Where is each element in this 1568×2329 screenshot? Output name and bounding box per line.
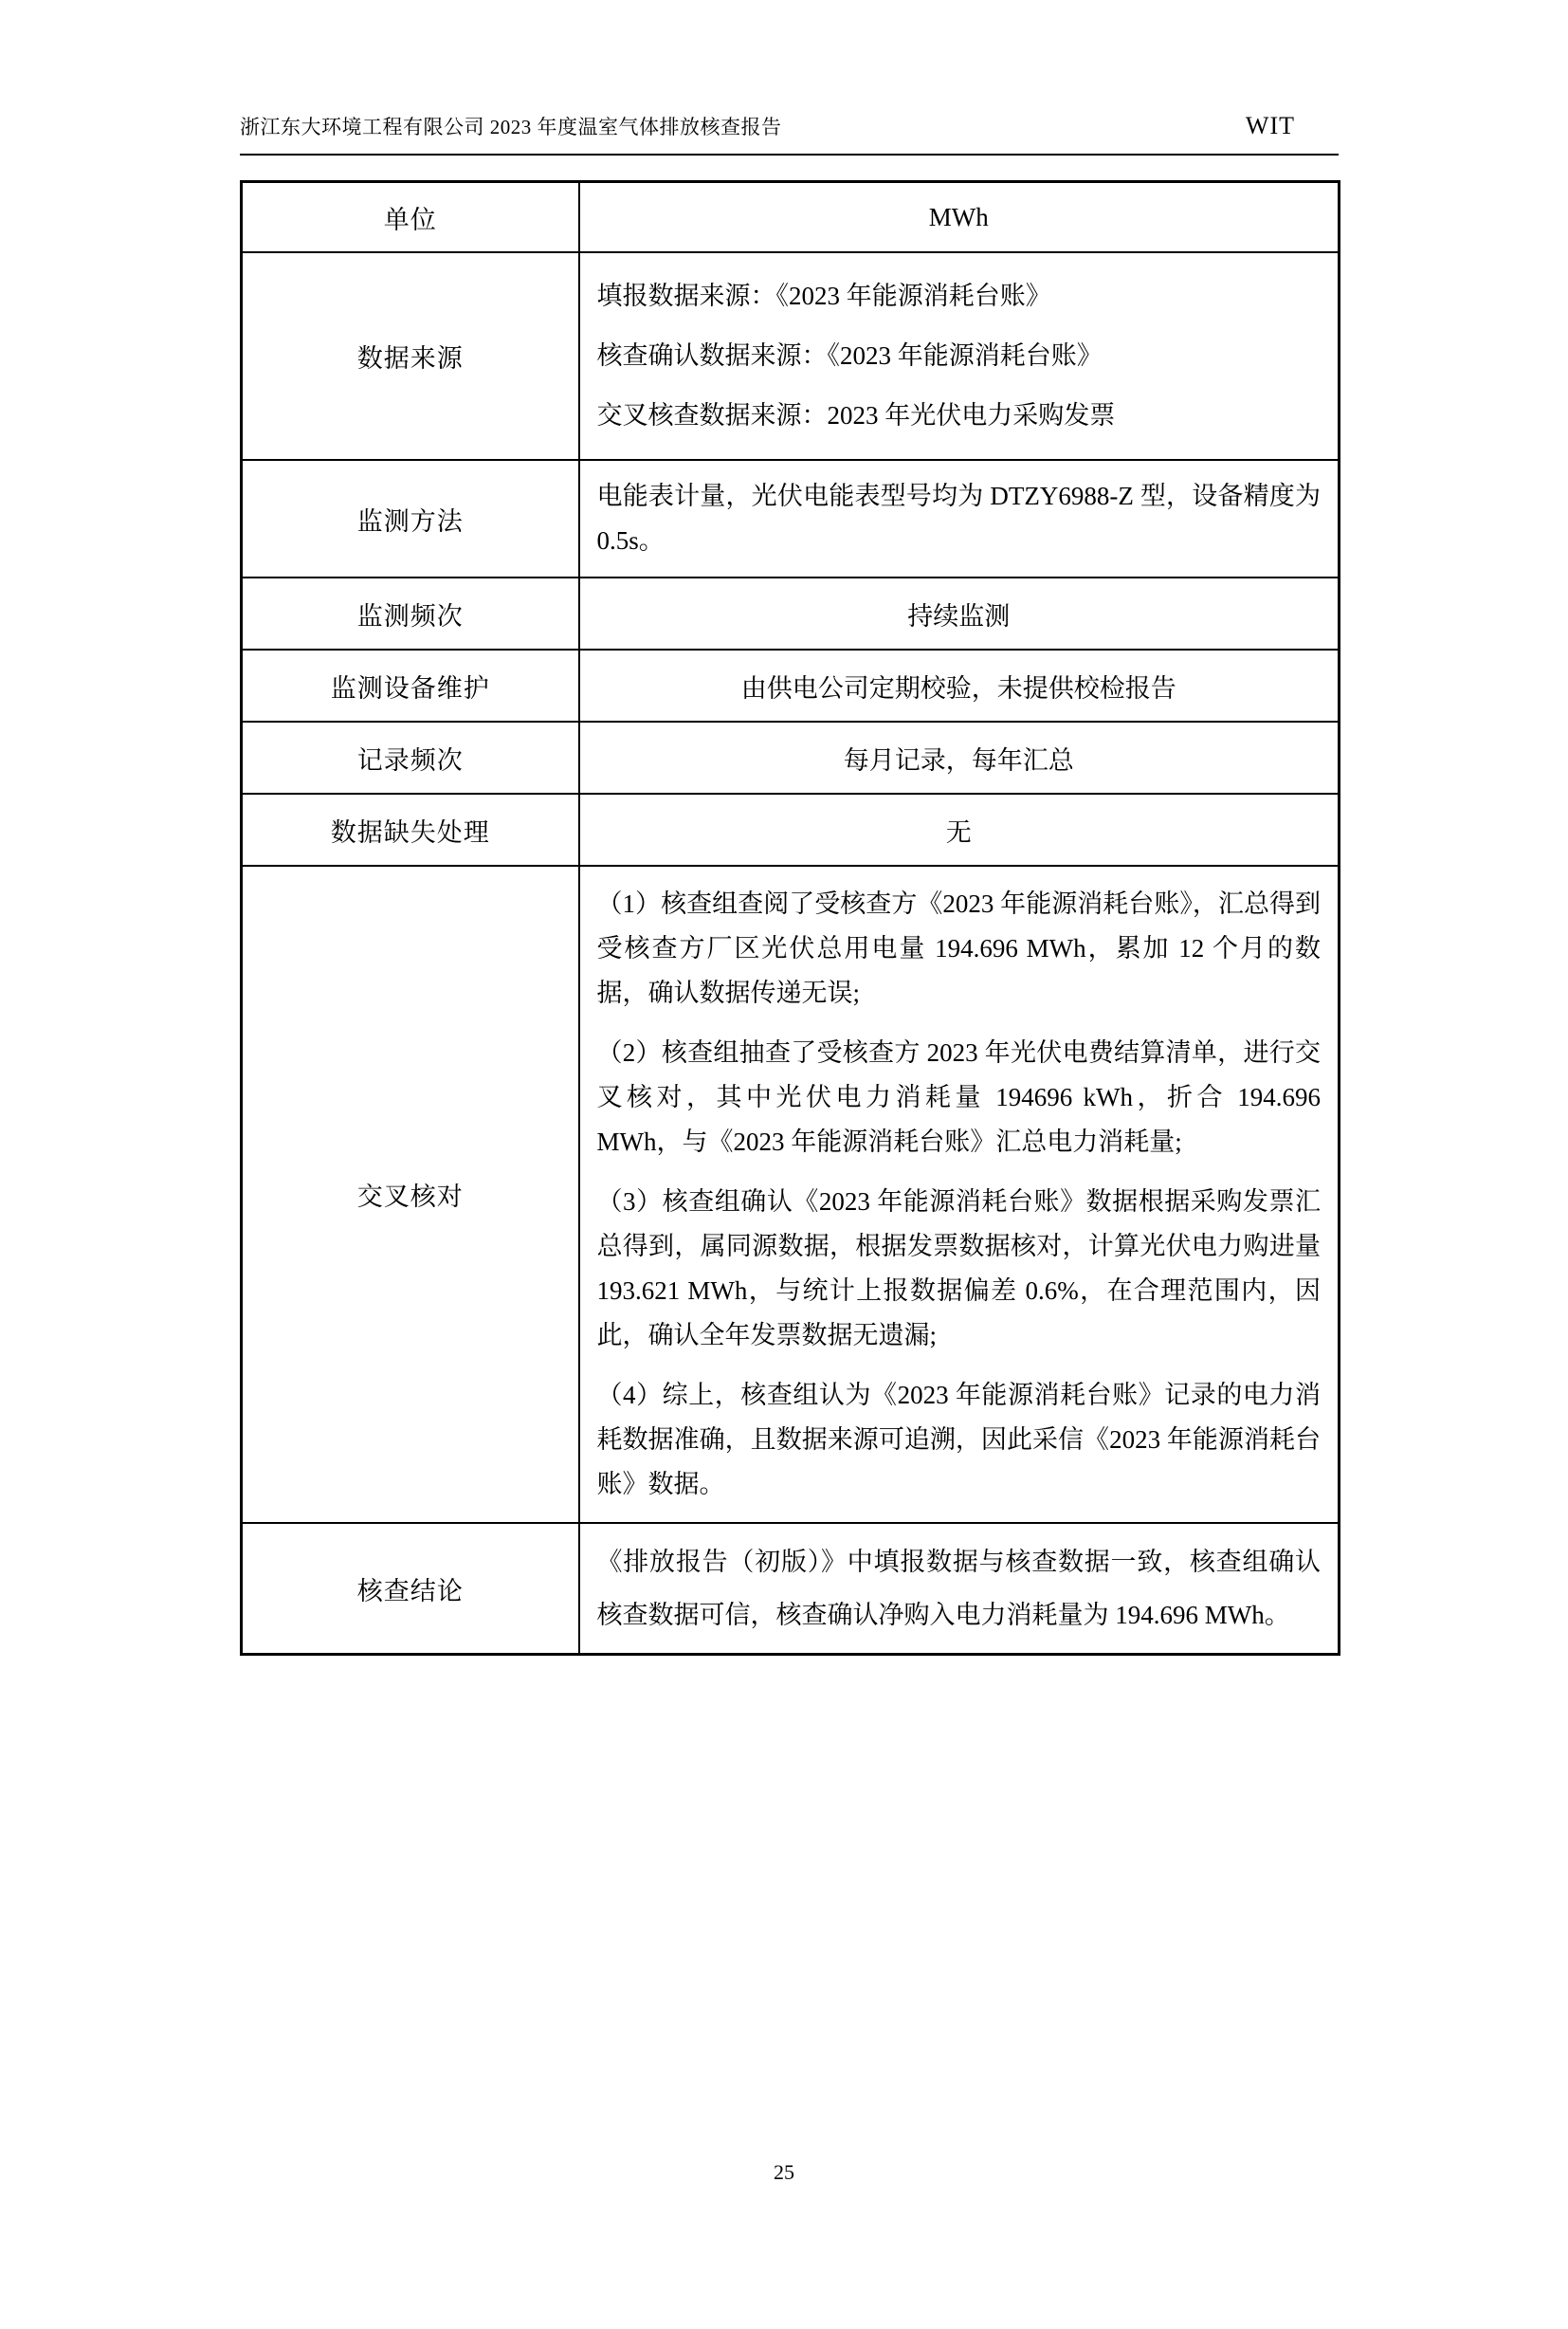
data-source-line-1: 填报数据来源：《2023 年能源消耗台账》 [596, 282, 1051, 310]
table-row-monitoring-method [242, 460, 1340, 578]
table-row-data-source [242, 252, 1340, 460]
row-value-record-frequency: 每月记录，每年汇总 [579, 722, 1340, 794]
row-value-monitoring-method: 电能表计量，光伏电能表型号均为 DTZY6988-Z 型，设备精度为 0.5s。 [579, 460, 1340, 578]
row-label-data-source: 数据来源 [242, 252, 579, 460]
cross-check-paragraph-3: （3）核查组确认《2023 年能源消耗台账》数据根据采购发票汇总得到，属同源数据，根据发票数据核对，计算光伏电力购进量 193.621 MWh，与统计上报数据偏差 0.6%，在合理范围内，因此，确认全年发票数据无遗漏; [596, 1187, 1321, 1349]
row-value-unit: MWh [579, 182, 1340, 253]
row-label-cross-check: 交叉核对 [242, 866, 579, 1523]
row-value-equipment-maintenance: 由供电公司定期校验，未提供校检报告 [579, 650, 1340, 722]
row-value-cross-check [579, 866, 1340, 1523]
header-logo-text: WIT [1245, 112, 1295, 139]
table-row-verification-conclusion [242, 1523, 1340, 1655]
table-row-unit [242, 182, 1340, 253]
row-value-verification-conclusion: 《排放报告（初版）》中填报数据与核查数据一致，核查组确认核查数据可信，核查确认净购入电力消耗量为 194.696 MWh。 [579, 1523, 1340, 1655]
row-value-data-source [579, 252, 1340, 460]
row-label-monitoring-frequency: 监测频次 [242, 578, 579, 650]
row-label-record-frequency: 记录频次 [242, 722, 579, 794]
data-source-line-2: 核查确认数据来源：《2023 年能源消耗台账》 [596, 341, 1103, 370]
page-footer [0, 2160, 1568, 2185]
row-label-unit: 单位 [242, 182, 579, 253]
cross-check-paragraph-2: （2）核查组抽查了受核查方 2023 年光伏电费结算清单，进行交叉核对，其中光伏电力消耗量 194696 kWh，折合 194.696 MWh，与《2023 年能源消耗台账》汇总电力消耗量; [596, 1038, 1321, 1156]
table-row-missing-data-handling [242, 794, 1340, 866]
row-label-equipment-maintenance: 监测设备维护 [242, 650, 579, 722]
page-header [240, 112, 1339, 156]
row-label-missing-data-handling: 数据缺失处理 [242, 794, 579, 866]
row-label-monitoring-method: 监测方法 [242, 460, 579, 578]
header-title: 浙江东大环境工程有限公司 2023 年度温室气体排放核查报告 [240, 116, 782, 138]
data-source-line-3: 交叉核查数据来源：2023 年光伏电力采购发票 [596, 401, 1116, 430]
row-value-monitoring-frequency: 持续监测 [579, 578, 1340, 650]
table-row-equipment-maintenance [242, 650, 1340, 722]
row-value-missing-data-handling: 无 [579, 794, 1340, 866]
table-row-record-frequency [242, 722, 1340, 794]
table-row-monitoring-frequency [242, 578, 1340, 650]
row-label-verification-conclusion: 核查结论 [242, 1523, 579, 1655]
table-row-cross-check [242, 866, 1340, 1523]
verification-table [240, 180, 1340, 1656]
cross-check-paragraph-1: （1）核查组查阅了受核查方《2023 年能源消耗台账》，汇总得到受核查方厂区光伏总用电量 194.696 MWh，累加 12 个月的数据，确认数据传递无误; [596, 889, 1321, 1007]
cross-check-paragraph-4: （4）综上，核查组认为《2023 年能源消耗台账》记录的电力消耗数据准确，且数据来源可追溯，因此采信《2023 年能源消耗台账》数据。 [596, 1381, 1321, 1498]
page-number: 25 [774, 2160, 794, 2184]
